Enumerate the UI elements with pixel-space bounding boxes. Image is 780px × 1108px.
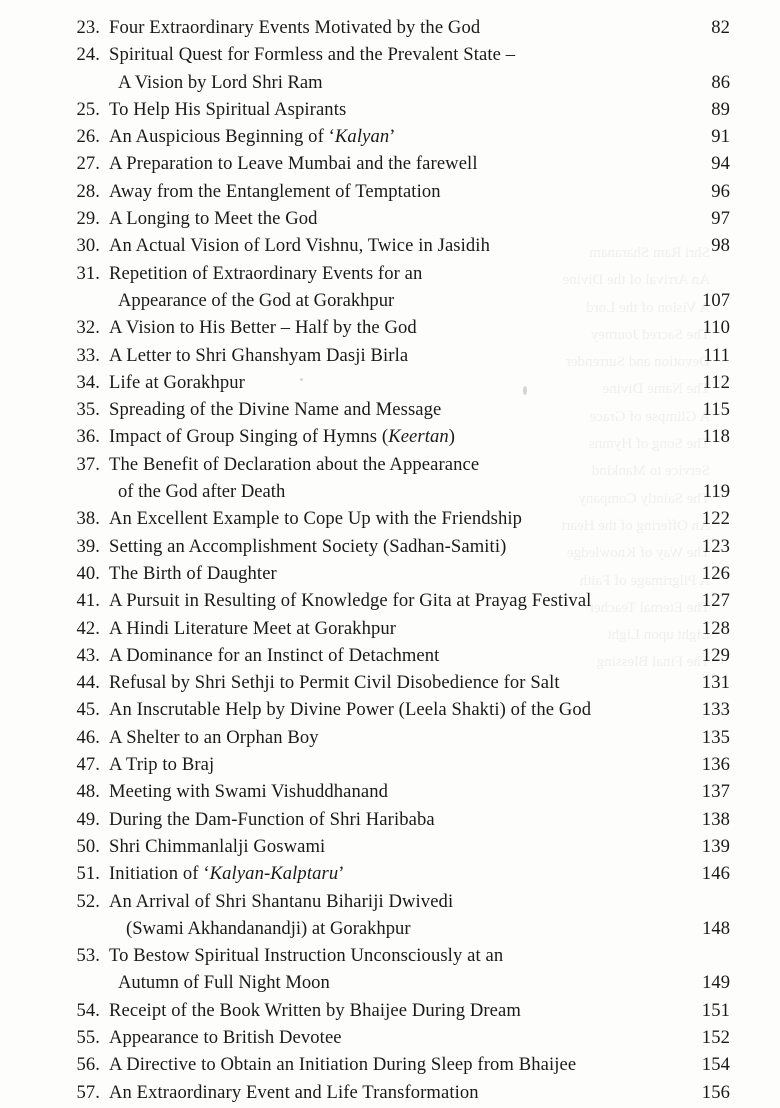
toc-entry-title: An Extraordinary Event and Life Transformation (109, 1081, 479, 1103)
toc-entry-page-number: 96 (711, 180, 730, 202)
toc-entry-number: 23. (76, 17, 100, 38)
toc-entry[interactable] (60, 1024, 730, 1051)
toc-entry[interactable] (60, 423, 730, 450)
toc-entry[interactable] (60, 942, 730, 969)
toc-entry-page-number: 112 (702, 371, 730, 393)
toc-entry-page-number: 137 (701, 781, 730, 803)
showthrough-line: The Name Divine (602, 381, 710, 398)
showthrough-line: A Vision of the Lord (586, 299, 710, 316)
toc-entry[interactable] (60, 696, 730, 723)
toc-entry[interactable] (60, 860, 730, 887)
toc-entry-page-number: 118 (702, 426, 730, 448)
toc-entry-page-number: 107 (702, 289, 730, 311)
toc-entry-number: 42. (76, 617, 100, 639)
toc-entry-title: Life at Gorakhpur (109, 371, 245, 393)
toc-entry-continuation-title: Appearance of the God at Gorakhpur (118, 289, 395, 311)
toc-entry[interactable] (60, 587, 730, 614)
toc-entry-number: 52. (76, 890, 100, 912)
toc-entry-title: An Excellent Example to Cope Up with the Friendship (109, 508, 523, 530)
toc-entry[interactable] (60, 205, 730, 232)
toc-entry-title: Shri Chimmanlalji Goswami (109, 835, 326, 857)
toc-entry-title-emphasis: Keertan (388, 426, 449, 448)
toc-entry-title: An Actual Vision of Lord Vishnu, Twice in Jasidih (109, 235, 490, 257)
toc-entry-page-number: 111 (703, 344, 730, 366)
toc-entry-number: 53. (76, 945, 100, 967)
showthrough-line: A Pilgrimage of Faith (579, 572, 710, 589)
toc-entry[interactable] (60, 232, 730, 259)
toc-entry[interactable] (60, 396, 730, 423)
toc-entry[interactable] (60, 997, 730, 1024)
toc-entry-title: A Dominance for an Instinct of Detachment (109, 644, 440, 666)
showthrough-line: An Offering of the Heart (561, 517, 710, 534)
toc-entry-page-number: 154 (701, 1054, 730, 1076)
toc-entry-title: Receipt of the Book Written by Bhaijee During Dream (109, 999, 521, 1021)
toc-entry-number: 56. (76, 1054, 100, 1076)
toc-entry-number: 37. (76, 453, 100, 475)
toc-entry[interactable] (60, 178, 730, 205)
toc-entry-page-number: 98 (711, 235, 730, 257)
toc-entry[interactable] (60, 314, 730, 341)
toc-entry-page-number: 115 (702, 399, 730, 421)
toc-entry-title: An Inscrutable Help by Divine Power (Leela Shakti) of the God (109, 699, 592, 721)
toc-entry-title: Initiation of ‘Kalyan-Kalptaru’ (109, 863, 345, 885)
toc-entry-title: A Preparation to Leave Mumbai and the farewell (109, 153, 478, 175)
showthrough-line: Service to Mankind (591, 463, 710, 480)
toc-entry-page-number: 146 (701, 863, 730, 885)
toc-entry-title: The Birth of Daughter (109, 562, 277, 584)
toc-entry-title: To Bestow Spiritual Instruction Unconsciously at an (109, 945, 504, 967)
toc-entry[interactable] (60, 41, 730, 68)
toc-entry-page-number: 119 (702, 481, 730, 503)
toc-entry-title: During the Dam-Function of Shri Haribaba (109, 808, 435, 830)
showthrough-line: Shri Ram Sharanam (589, 245, 710, 261)
toc-entry-number: 30. (76, 235, 100, 257)
toc-entry[interactable] (60, 833, 730, 860)
showthrough-line: The Final Blessing (596, 654, 710, 671)
toc-entry-number: 24. (76, 44, 100, 66)
toc-entry-page-number: 126 (701, 562, 730, 584)
toc-entry-page-number: 86 (711, 71, 730, 93)
showthrough-line: The Sacred Journey (590, 326, 710, 343)
toc-entry[interactable] (60, 806, 730, 833)
toc-entry-number: 32. (76, 317, 100, 339)
toc-entry[interactable] (60, 123, 730, 150)
toc-entry-title: A Directive to Obtain an Initiation During Sleep from Bhaijee (109, 1054, 577, 1076)
toc-entry-number: 35. (76, 399, 100, 421)
toc-entry-page-number: 94 (711, 153, 730, 175)
toc-entry-number: 26. (76, 126, 100, 148)
toc-entry-number: 47. (76, 754, 100, 776)
toc-entry-number: 29. (76, 208, 100, 230)
toc-entry[interactable] (60, 751, 730, 778)
toc-entry-title: To Help His Spiritual Aspirants (109, 98, 347, 120)
toc-entry[interactable] (60, 369, 730, 396)
toc-entry[interactable] (60, 615, 730, 642)
showthrough-line: Light upon Light (607, 627, 710, 644)
toc-entry-page-number: 123 (701, 535, 730, 557)
toc-entry-number: 51. (76, 863, 100, 885)
toc-entry-page-number: 131 (701, 672, 730, 694)
toc-entry-number: 40. (76, 562, 100, 584)
toc-entry[interactable] (60, 150, 730, 177)
toc-entry-title: Spiritual Quest for Formless and the Prevalent State – (109, 44, 516, 66)
toc-entry-continuation-title: A Vision by Lord Shri Ram (118, 71, 323, 93)
toc-entry-number: 55. (76, 1026, 100, 1048)
toc-entry-number: 54. (76, 999, 100, 1021)
table-of-contents (0, 14, 780, 1106)
showthrough-line: The Saintly Company (578, 490, 710, 507)
toc-entry-title-emphasis: Kalyan (334, 126, 390, 148)
toc-entry-page-number: 128 (701, 617, 730, 639)
toc-entry-page-number: 129 (701, 644, 730, 666)
toc-entry[interactable] (60, 560, 730, 587)
showthrough-line: A Glimpse of Grace (589, 408, 710, 425)
toc-entry-title: An Auspicious Beginning of ‘Kalyan’ (109, 126, 396, 148)
toc-entry-number: 38. (76, 508, 100, 530)
toc-entry-title: A Trip to Braj (109, 754, 215, 776)
toc-entry-number: 41. (76, 590, 100, 612)
toc-entry-title: A Letter to Shri Ghanshyam Dasji Birla (109, 344, 409, 366)
toc-entry[interactable] (60, 505, 730, 532)
toc-entry-title: Setting an Accomplishment Society (Sadhan-Samiti) (109, 535, 507, 557)
toc-entry-number: 33. (76, 344, 100, 366)
toc-entry-number: 27. (76, 153, 100, 175)
toc-entry-page-number: 91 (711, 126, 730, 148)
toc-entry-number: 57. (76, 1081, 100, 1103)
toc-entry[interactable] (60, 724, 730, 751)
toc-entry-title: Away from the Entanglement of Temptation (109, 180, 441, 202)
toc-entry-page-number: 97 (711, 208, 730, 230)
showthrough-line: The Way of Knowledge (566, 545, 710, 562)
toc-entry-page-number: 110 (702, 317, 730, 339)
toc-entry-title: Refusal by Shri Sethji to Permit Civil Disobedience for Salt (109, 672, 560, 694)
toc-entry-number: 44. (76, 672, 100, 694)
toc-entry-title: Four Extraordinary Events Motivated by the God (109, 17, 481, 38)
toc-entry[interactable] (60, 778, 730, 805)
toc-entry-number: 34. (76, 371, 100, 393)
toc-entry-number: 43. (76, 644, 100, 666)
toc-entry-title: A Pursuit in Resulting of Knowledge for Gita at Prayag Festival (109, 590, 592, 612)
toc-entry[interactable] (60, 669, 730, 696)
toc-entry-number: 46. (76, 726, 100, 748)
toc-entry-continuation-title: (Swami Akhandanandji) at Gorakhpur (126, 917, 411, 939)
toc-entry-number: 49. (76, 808, 100, 830)
toc-entry-number: 25. (76, 98, 100, 120)
toc-entry-title: A Hindi Literature Meet at Gorakhpur (109, 617, 397, 639)
toc-entry-title: Spreading of the Divine Name and Message (109, 399, 442, 421)
toc-entry-number: 28. (76, 180, 100, 202)
toc-entry-number: 36. (76, 426, 100, 448)
toc-entry-continuation-title: Autumn of Full Night Moon (118, 972, 330, 994)
toc-entry[interactable] (60, 96, 730, 123)
toc-entry-title: The Benefit of Declaration about the Appearance (109, 453, 480, 475)
toc-entry-title: Meeting with Swami Vishuddhanand (109, 781, 389, 803)
showthrough-line: An Arrival of the Divine (562, 272, 710, 289)
toc-entry-page-number: 156 (701, 1081, 730, 1103)
toc-entry-page-number: 135 (701, 726, 730, 748)
toc-entry-page-number: 82 (711, 17, 730, 38)
toc-entry-continuation-title: of the God after Death (118, 481, 286, 503)
toc-entry-number: 45. (76, 699, 100, 721)
toc-entry-title: Repetition of Extraordinary Events for an (109, 262, 423, 284)
toc-entry-number: 48. (76, 781, 100, 803)
toc-entry-continuation[interactable] (60, 69, 730, 96)
toc-entry-title: A Vision to His Better – Half by the God (109, 317, 417, 339)
toc-entry-page-number: 152 (701, 1026, 730, 1048)
toc-entry-title: A Shelter to an Orphan Boy (109, 726, 319, 748)
showthrough-line: The Song of Hymns (588, 436, 710, 453)
toc-entry-title: A Longing to Meet the God (109, 208, 318, 230)
toc-entry-continuation[interactable] (60, 478, 730, 505)
toc-entry-title-emphasis: Kalyan-Kalptaru (209, 863, 339, 885)
toc-entry[interactable] (60, 533, 730, 560)
toc-entry[interactable] (60, 888, 730, 915)
toc-entry[interactable] (60, 342, 730, 369)
toc-entry-number: 31. (76, 262, 100, 284)
toc-entry-page-number: 136 (701, 754, 730, 776)
toc-entry-title: Appearance to British Devotee (109, 1026, 342, 1048)
toc-entry[interactable] (60, 14, 730, 41)
toc-entry-title: An Arrival of Shri Shantanu Bihariji Dwivedi (109, 890, 454, 912)
showthrough-line: The Eternal Teacher (588, 599, 710, 616)
toc-entry-title: Impact of Group Singing of Hymns (Keertan) (109, 426, 456, 448)
toc-entry-page-number: 138 (701, 808, 730, 830)
toc-entry-page-number: 127 (701, 590, 730, 612)
toc-entry[interactable] (60, 1079, 730, 1106)
toc-entry-number: 50. (76, 835, 100, 857)
toc-entry-page-number: 133 (701, 699, 730, 721)
toc-entry-continuation[interactable] (60, 287, 730, 314)
toc-entry-page-number: 139 (701, 835, 730, 857)
toc-entry[interactable] (60, 1051, 730, 1078)
toc-entry-continuation[interactable] (60, 915, 730, 942)
toc-entry-page-number: 149 (702, 972, 730, 994)
showthrough-line: Devotion and Surrender (565, 354, 710, 371)
toc-entry-page-number: 89 (711, 98, 730, 120)
toc-entry-number: 39. (76, 535, 100, 557)
toc-entry-page-number: 122 (701, 508, 730, 530)
toc-entry[interactable] (60, 260, 730, 287)
toc-entry[interactable] (60, 451, 730, 478)
toc-entry-page-number: 151 (701, 999, 730, 1021)
toc-entry[interactable] (60, 642, 730, 669)
toc-entry-page-number: 148 (702, 917, 730, 939)
toc-entry-continuation[interactable] (60, 969, 730, 996)
